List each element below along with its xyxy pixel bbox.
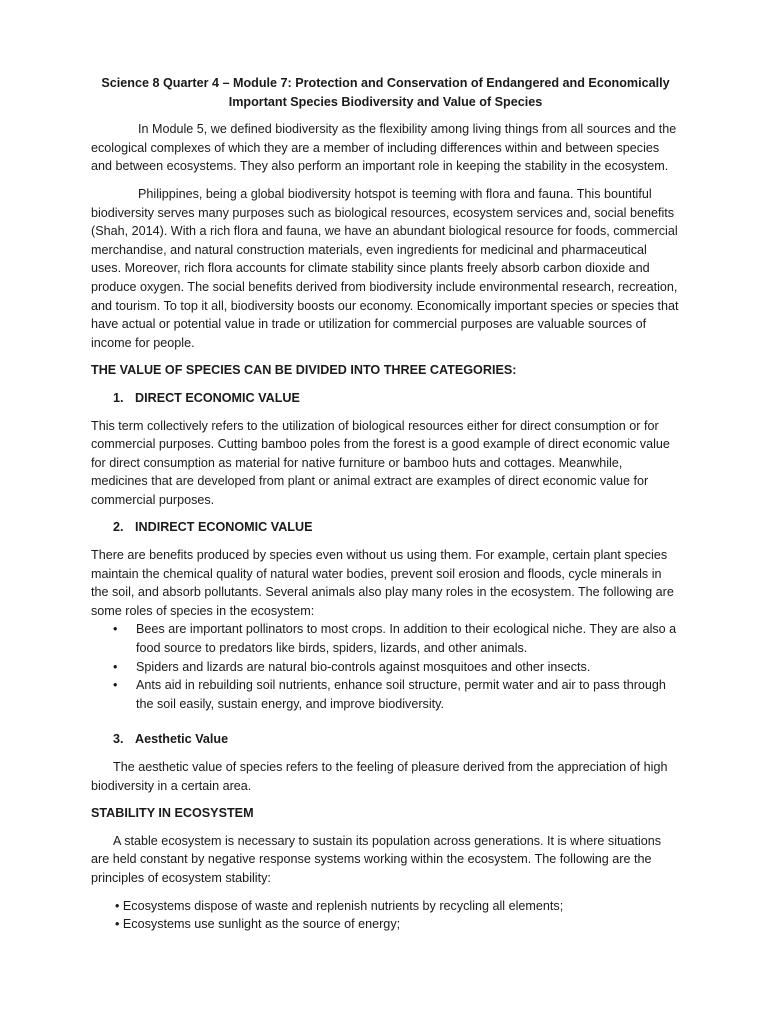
list-item: • Ecosystems dispose of waste and replenish nutrients by recycling all elements; [115,898,564,913]
section-number: 3. [113,732,124,747]
section-number: 2. [113,520,124,535]
list-item-text: Ants aid in rebuilding soil nutrients, enhance soil structure, permit water and air to pass through the soil easily, sustain energy, and improve biodiversity. [136,678,666,711]
species-roles-list [91,620,680,713]
section-heading-aesthetic [91,730,680,749]
bullet-icon: • [113,678,118,693]
section-heading-indirect [91,518,680,537]
list-item-text: Bees are important pollinators to most crops. In addition to their ecological niche. They are also a food source to predators like birds, spiders, lizards, and other animals. [136,622,677,656]
stability-principles-list [91,897,680,934]
list-item [113,620,680,657]
bullet-icon: • [113,659,118,674]
section-title: DIRECT ECONOMIC VALUE [135,390,300,405]
list-item [113,658,680,677]
philippines-paragraph: Philippines, being a global biodiversity hotspot is teeming with flora and fauna. This bountiful biodiversity serves many purposes such as biological resources, ecosystem services and, social benefits (Shah, 2014). With a rich flora and fauna, we have an abundant biological resource for foods, commercial merchandise, and natural construction materials, even ingredients for medicinal and pharmaceutical uses. Moreover, rich flora accounts for climate stability since plants freely absorb carbon dioxide and produce oxygen. The social benefits derived from biodiversity include environmental research, recreation, and tourism. To top it all, biodiversity boosts our economy. Economically important species or species that have actual or potential value in trade or utilization for commercial purposes are valuable sources of income for people. [91,186,679,350]
section-number: 1. [113,390,124,405]
section-title: INDIRECT ECONOMIC VALUE [135,520,313,535]
indirect-value-paragraph: There are benefits produced by species even without us using them. For example, certain plant species maintain the chemical quality of natural water bodies, prevent soil erosion and floods, cycle minerals in the soil, and absorb pollutants. Several animals also play many roles in the ecosystem. The following are some roles of species in the ecosystem: [91,548,674,618]
section-heading-direct [91,389,680,408]
intro-paragraph: In Module 5, we defined biodiversity as the flexibility among living things from all sources and the ecological complexes of which they are a member of including differences within and between species and between ecosystems. They also perform an important role in keeping the stability in the ecosystem. [91,122,677,174]
section-title: Aesthetic Value [135,732,229,747]
direct-value-paragraph: This term collectively refers to the utilization of biological resources either for direct consumption or for commercial purposes. Cutting bamboo poles from the forest is a good example of direct economic value for direct consumption as material for native furniture or bamboo huts and cottages. Meanwhile, medicines that are developed from plant or animal extract are examples of direct economic value for commercial purposes. [91,418,670,507]
list-item: • Ecosystems use sunlight as the source of energy; [115,917,401,932]
stability-heading: STABILITY IN ECOSYSTEM [91,806,254,821]
stability-paragraph: A stable ecosystem is necessary to sustain its population across generations. It is where situations are held constant by negative response systems working within the ecosystem. The following are the principles of ecosystem stability: [91,833,662,885]
aesthetic-value-paragraph: The aesthetic value of species refers to the feeling of pleasure derived from the appreciation of high biodiversity in a certain area. [91,760,668,793]
categories-heading: THE VALUE OF SPECIES CAN BE DIVIDED INTO THREE CATEGORIES: [91,363,517,378]
list-item [113,676,680,713]
document-title [91,74,680,111]
list-item-text: Spiders and lizards are natural bio-controls against mosquitoes and other insects. [136,659,591,674]
title-line-1: Science 8 Quarter 4 – Module 7: Protection and Conservation of Endangered and Economically [101,76,670,90]
title-line-2: Important Species Biodiversity and Value of Species [228,94,543,109]
bullet-icon: • [113,622,118,637]
